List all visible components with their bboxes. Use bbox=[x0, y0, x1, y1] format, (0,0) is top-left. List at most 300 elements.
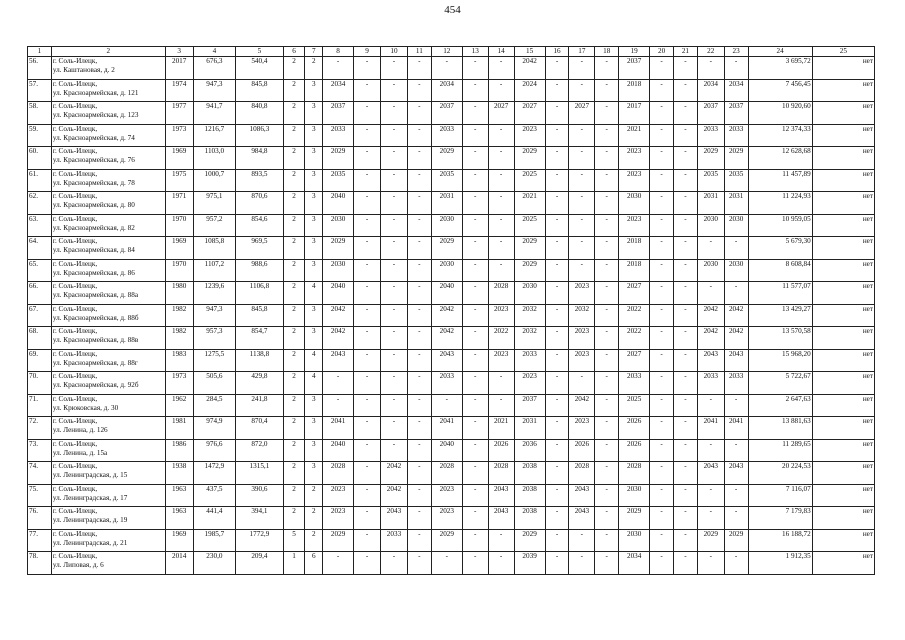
table-cell: 2029 bbox=[514, 259, 545, 282]
table-cell: 1969 bbox=[165, 529, 193, 552]
table-cell: 2026 bbox=[569, 439, 595, 462]
row-number-cell: 73. bbox=[28, 439, 52, 462]
table-cell: 10 959,05 bbox=[748, 214, 812, 237]
table-cell: - bbox=[462, 79, 488, 102]
table-cell: 1977 bbox=[165, 102, 193, 125]
table-cell: - bbox=[354, 259, 381, 282]
table-cell: - bbox=[381, 304, 408, 327]
table-cell: 1983 bbox=[165, 349, 193, 372]
table-cell: 947,3 bbox=[193, 79, 235, 102]
table-cell: 11 224,93 bbox=[748, 192, 812, 215]
table-cell: - bbox=[650, 349, 674, 372]
table-row bbox=[28, 214, 875, 237]
table-cell: - bbox=[545, 57, 569, 80]
table-cell: 840,8 bbox=[236, 102, 284, 125]
table-cell: 2 bbox=[283, 214, 305, 237]
table-cell: - bbox=[323, 57, 354, 80]
table-cell: 4 bbox=[305, 372, 323, 395]
table-cell: - bbox=[381, 349, 408, 372]
table-cell: 3 bbox=[305, 79, 323, 102]
row-number-cell: 74. bbox=[28, 462, 52, 485]
table-cell: 2027 bbox=[569, 102, 595, 125]
address-line: ул. Ленинградская, д. 15 bbox=[52, 471, 128, 480]
table-cell: 1970 bbox=[165, 259, 193, 282]
table-cell: - bbox=[545, 192, 569, 215]
table-cell: 2027 bbox=[619, 282, 650, 305]
address-line: ул. Красноармейская, д. 80 bbox=[52, 201, 135, 210]
table-cell: 7 456,45 bbox=[748, 79, 812, 102]
table-cell: 1973 bbox=[165, 124, 193, 147]
table-cell: 4 bbox=[305, 282, 323, 305]
table-cell: 7 116,07 bbox=[748, 484, 812, 507]
table-cell: 2023 bbox=[619, 169, 650, 192]
column-number: 4 bbox=[193, 47, 235, 57]
column-number: 18 bbox=[595, 47, 619, 57]
row-number-cell: 62. bbox=[28, 192, 52, 215]
table-cell: нет bbox=[812, 372, 874, 395]
table-cell: 2025 bbox=[619, 394, 650, 417]
table-cell: 2042 bbox=[323, 304, 354, 327]
column-number: 3 bbox=[165, 47, 193, 57]
table-cell: 1315,1 bbox=[236, 462, 284, 485]
table-cell: 1974 bbox=[165, 79, 193, 102]
table-cell: 2028 bbox=[488, 282, 514, 305]
table-cell: - bbox=[569, 259, 595, 282]
table-cell: 2 bbox=[283, 372, 305, 395]
table-cell: 2023 bbox=[569, 282, 595, 305]
address-cell bbox=[51, 57, 165, 80]
table-cell: - bbox=[650, 124, 674, 147]
table-cell: 1 bbox=[283, 552, 305, 575]
address-line: г. Соль-Илецк, bbox=[52, 282, 98, 291]
table-cell: 6 bbox=[305, 552, 323, 575]
table-cell: - bbox=[462, 124, 488, 147]
table-cell: нет bbox=[812, 192, 874, 215]
table-cell: 3 bbox=[305, 394, 323, 417]
table-cell: - bbox=[595, 192, 619, 215]
table-cell: 2023 bbox=[514, 124, 545, 147]
table-cell: 2034 bbox=[619, 552, 650, 575]
table-cell: 2014 bbox=[165, 552, 193, 575]
table-cell: 1980 bbox=[165, 282, 193, 305]
table-cell: 2033 bbox=[724, 372, 748, 395]
table-cell: 2030 bbox=[619, 484, 650, 507]
table-cell: 2029 bbox=[724, 147, 748, 170]
table-cell: 3 bbox=[305, 124, 323, 147]
table-cell: - bbox=[381, 417, 408, 440]
table-cell: 2 647,63 bbox=[748, 394, 812, 417]
table-cell: 11 289,65 bbox=[748, 439, 812, 462]
table-cell: 2042 bbox=[724, 304, 748, 327]
table-cell: - bbox=[381, 102, 408, 125]
row-number-cell: 64. bbox=[28, 237, 52, 260]
table-cell: 2033 bbox=[323, 124, 354, 147]
table-cell: нет bbox=[812, 507, 874, 530]
address-line: ул. Красноармейская, д. 84 bbox=[52, 246, 135, 255]
address-line: ул. Красноармейская, д. 78 bbox=[52, 178, 135, 187]
table-cell: 2041 bbox=[697, 417, 724, 440]
row-number-cell: 59. bbox=[28, 124, 52, 147]
table-cell: 2033 bbox=[431, 372, 462, 395]
table-cell: - bbox=[354, 282, 381, 305]
table-cell: - bbox=[462, 214, 488, 237]
table-cell: - bbox=[595, 237, 619, 260]
table-cell: 2026 bbox=[619, 439, 650, 462]
table-cell: 2025 bbox=[514, 169, 545, 192]
table-cell: 1985,7 bbox=[193, 529, 235, 552]
table-cell: 1969 bbox=[165, 237, 193, 260]
row-number-cell: 77. bbox=[28, 529, 52, 552]
table-cell: 984,8 bbox=[236, 147, 284, 170]
table-cell: 3 bbox=[305, 462, 323, 485]
table-cell: - bbox=[724, 57, 748, 80]
table-cell: 2037 bbox=[619, 57, 650, 80]
address-line: ул. Красноармейская, д. 74 bbox=[52, 133, 135, 142]
address-line: г. Соль-Илецк, bbox=[52, 79, 98, 88]
table-cell: 2 bbox=[283, 507, 305, 530]
table-cell: 3 bbox=[305, 102, 323, 125]
address-line: ул. Ленинградская, д. 19 bbox=[52, 516, 128, 525]
table-cell: 2 bbox=[283, 484, 305, 507]
address-line: г. Соль-Илецк, bbox=[52, 124, 98, 133]
table-cell: - bbox=[650, 304, 674, 327]
table-cell: - bbox=[407, 192, 431, 215]
table-cell: 976,6 bbox=[193, 439, 235, 462]
table-cell: 2029 bbox=[323, 529, 354, 552]
table-cell: 2032 bbox=[514, 304, 545, 327]
table-row bbox=[28, 237, 875, 260]
table-cell: - bbox=[381, 124, 408, 147]
table-cell: - bbox=[462, 147, 488, 170]
table-cell: - bbox=[650, 102, 674, 125]
table-cell: 2034 bbox=[724, 79, 748, 102]
column-number: 11 bbox=[407, 47, 431, 57]
table-cell: - bbox=[650, 439, 674, 462]
table-cell: 2 bbox=[283, 57, 305, 80]
table-cell: 2034 bbox=[697, 79, 724, 102]
table-cell: 11 577,07 bbox=[748, 282, 812, 305]
table-cell: 1086,3 bbox=[236, 124, 284, 147]
table-cell: - bbox=[545, 349, 569, 372]
table-cell: - bbox=[431, 552, 462, 575]
table-cell: 2 bbox=[305, 57, 323, 80]
table-cell: - bbox=[674, 147, 698, 170]
table-cell: - bbox=[407, 282, 431, 305]
table-cell: - bbox=[595, 124, 619, 147]
table-cell: - bbox=[381, 57, 408, 80]
address-cell bbox=[51, 439, 165, 462]
table-cell: 2 bbox=[283, 417, 305, 440]
table-cell: - bbox=[650, 529, 674, 552]
table-cell: - bbox=[650, 169, 674, 192]
table-cell: 441,4 bbox=[193, 507, 235, 530]
table-cell: 2022 bbox=[619, 304, 650, 327]
table-cell: 1772,9 bbox=[236, 529, 284, 552]
table-cell: - bbox=[407, 304, 431, 327]
table-cell: 2023 bbox=[431, 507, 462, 530]
table-cell: - bbox=[650, 327, 674, 350]
table-cell: 2042 bbox=[569, 394, 595, 417]
table-row bbox=[28, 394, 875, 417]
address-cell bbox=[51, 349, 165, 372]
table-cell: - bbox=[381, 169, 408, 192]
column-number-row bbox=[28, 47, 875, 57]
table-cell: - bbox=[674, 439, 698, 462]
column-number: 15 bbox=[514, 47, 545, 57]
table-cell: - bbox=[431, 57, 462, 80]
table-cell: 2023 bbox=[431, 484, 462, 507]
table-cell: 2030 bbox=[431, 259, 462, 282]
table-cell: - bbox=[407, 507, 431, 530]
table-cell: 3 bbox=[305, 439, 323, 462]
table-row bbox=[28, 147, 875, 170]
table-cell: 2023 bbox=[323, 507, 354, 530]
table-cell: - bbox=[407, 484, 431, 507]
table-cell: - bbox=[354, 327, 381, 350]
table-cell: 3 bbox=[305, 147, 323, 170]
table-cell: 2037 bbox=[724, 102, 748, 125]
table-cell: 2029 bbox=[431, 147, 462, 170]
address-cell bbox=[51, 529, 165, 552]
table-cell: - bbox=[488, 124, 514, 147]
table-cell: - bbox=[381, 439, 408, 462]
column-number: 6 bbox=[283, 47, 305, 57]
table-cell: - bbox=[724, 507, 748, 530]
address-line: ул. Красноармейская, д. 88г bbox=[52, 358, 138, 367]
table-cell: - bbox=[697, 57, 724, 80]
table-row bbox=[28, 372, 875, 395]
table-cell: - bbox=[569, 79, 595, 102]
column-number: 7 bbox=[305, 47, 323, 57]
table-cell: - bbox=[431, 394, 462, 417]
table-cell: 2029 bbox=[514, 147, 545, 170]
table-cell: - bbox=[354, 372, 381, 395]
table-row bbox=[28, 102, 875, 125]
table-row bbox=[28, 304, 875, 327]
table-cell: нет bbox=[812, 394, 874, 417]
table-cell: - bbox=[724, 394, 748, 417]
table-cell: - bbox=[650, 147, 674, 170]
table-cell: 2021 bbox=[514, 192, 545, 215]
table-cell: 2024 bbox=[514, 79, 545, 102]
table-row bbox=[28, 417, 875, 440]
table-cell: - bbox=[407, 102, 431, 125]
table-cell: 2030 bbox=[431, 214, 462, 237]
table-cell: 2042 bbox=[431, 304, 462, 327]
table-cell: 854,6 bbox=[236, 214, 284, 237]
table-cell: - bbox=[545, 259, 569, 282]
table-cell: 2 bbox=[283, 192, 305, 215]
table-cell: - bbox=[488, 169, 514, 192]
table-cell: 2028 bbox=[323, 462, 354, 485]
table-cell: 2021 bbox=[619, 124, 650, 147]
address-cell bbox=[51, 462, 165, 485]
table-cell: 1970 bbox=[165, 214, 193, 237]
address-line: г. Соль-Илецк, bbox=[52, 462, 98, 471]
table-cell: 2033 bbox=[697, 372, 724, 395]
table-cell: 230,0 bbox=[193, 552, 235, 575]
table-cell: - bbox=[407, 529, 431, 552]
column-number: 12 bbox=[431, 47, 462, 57]
table-cell: 2043 bbox=[697, 462, 724, 485]
table-cell: 2018 bbox=[619, 259, 650, 282]
table-cell: - bbox=[462, 417, 488, 440]
table-cell: - bbox=[650, 282, 674, 305]
table-cell: 3 bbox=[305, 192, 323, 215]
address-line: г. Соль-Илецк, bbox=[52, 484, 98, 493]
table-cell: 1971 bbox=[165, 192, 193, 215]
table-cell: 941,7 bbox=[193, 102, 235, 125]
registry-table bbox=[27, 46, 875, 575]
table-cell: - bbox=[674, 372, 698, 395]
table-cell: 2040 bbox=[431, 439, 462, 462]
table-cell: 2023 bbox=[569, 327, 595, 350]
table-cell: 2042 bbox=[697, 304, 724, 327]
table-cell: 872,0 bbox=[236, 439, 284, 462]
table-cell: 2038 bbox=[514, 507, 545, 530]
table-cell: 2032 bbox=[514, 327, 545, 350]
table-cell: 2043 bbox=[488, 507, 514, 530]
table-row bbox=[28, 192, 875, 215]
table-cell: 15 968,20 bbox=[748, 349, 812, 372]
table-cell: - bbox=[407, 394, 431, 417]
table-cell: - bbox=[674, 552, 698, 575]
table-cell: 3 bbox=[305, 169, 323, 192]
table-cell: - bbox=[545, 282, 569, 305]
table-cell: 676,3 bbox=[193, 57, 235, 80]
table-row bbox=[28, 529, 875, 552]
table-cell: - bbox=[354, 214, 381, 237]
table-cell: 2036 bbox=[514, 439, 545, 462]
table-cell: - bbox=[354, 529, 381, 552]
table-cell: 2035 bbox=[323, 169, 354, 192]
table-cell: - bbox=[569, 124, 595, 147]
table-cell: 2017 bbox=[165, 57, 193, 80]
table-cell: - bbox=[354, 439, 381, 462]
table-cell: - bbox=[545, 102, 569, 125]
table-cell: 1000,7 bbox=[193, 169, 235, 192]
table-cell: 2037 bbox=[697, 102, 724, 125]
table-cell: 2 bbox=[283, 439, 305, 462]
table-cell: 2022 bbox=[488, 327, 514, 350]
table-cell: - bbox=[407, 439, 431, 462]
address-line: г. Соль-Илецк, bbox=[52, 304, 98, 313]
table-cell: - bbox=[569, 529, 595, 552]
table-cell: - bbox=[462, 439, 488, 462]
table-cell: 2031 bbox=[431, 192, 462, 215]
table-cell: 2030 bbox=[724, 259, 748, 282]
address-line: г. Соль-Илецк, bbox=[52, 349, 98, 358]
table-cell: 2 bbox=[283, 259, 305, 282]
table-row bbox=[28, 79, 875, 102]
table-cell: - bbox=[569, 552, 595, 575]
table-cell: 2028 bbox=[569, 462, 595, 485]
table-cell: 2026 bbox=[488, 439, 514, 462]
table-cell: - bbox=[488, 372, 514, 395]
table-cell: - bbox=[595, 529, 619, 552]
table-cell: 2 bbox=[283, 327, 305, 350]
table-cell: 2 bbox=[305, 484, 323, 507]
table-cell: - bbox=[354, 102, 381, 125]
address-line: ул. Красноармейская, д. 121 bbox=[52, 88, 139, 97]
address-cell bbox=[51, 304, 165, 327]
page-number: 454 bbox=[444, 4, 461, 16]
table-cell: - bbox=[407, 349, 431, 372]
table-cell: - bbox=[674, 79, 698, 102]
row-number-cell: 72. bbox=[28, 417, 52, 440]
table-cell: - bbox=[595, 214, 619, 237]
table-cell: 437,5 bbox=[193, 484, 235, 507]
address-cell bbox=[51, 372, 165, 395]
table-cell: 2031 bbox=[724, 192, 748, 215]
address-cell bbox=[51, 507, 165, 530]
column-number: 19 bbox=[619, 47, 650, 57]
table-cell: - bbox=[569, 237, 595, 260]
table-cell: 2033 bbox=[697, 124, 724, 147]
table-cell: - bbox=[407, 327, 431, 350]
table-cell: 2023 bbox=[514, 372, 545, 395]
table-cell: 845,8 bbox=[236, 79, 284, 102]
table-cell: - bbox=[354, 304, 381, 327]
table-cell: - bbox=[650, 259, 674, 282]
table-cell: - bbox=[462, 259, 488, 282]
table-cell: 2043 bbox=[488, 484, 514, 507]
table-cell: - bbox=[354, 462, 381, 485]
table-cell: 2038 bbox=[514, 484, 545, 507]
table-cell: 2030 bbox=[697, 214, 724, 237]
table-cell: - bbox=[407, 552, 431, 575]
table-cell: 505,6 bbox=[193, 372, 235, 395]
address-cell bbox=[51, 417, 165, 440]
table-cell: 1103,0 bbox=[193, 147, 235, 170]
table-cell: 2033 bbox=[514, 349, 545, 372]
table-cell: - bbox=[462, 529, 488, 552]
table-cell: - bbox=[595, 507, 619, 530]
table-cell: 2042 bbox=[381, 484, 408, 507]
table-cell: 2035 bbox=[697, 169, 724, 192]
table-cell: - bbox=[545, 529, 569, 552]
table-cell: 2043 bbox=[569, 507, 595, 530]
table-row bbox=[28, 282, 875, 305]
table-cell: 988,6 bbox=[236, 259, 284, 282]
table-cell: - bbox=[407, 147, 431, 170]
address-line: ул. Красноармейская, д. 76 bbox=[52, 156, 135, 165]
table-cell: - bbox=[354, 79, 381, 102]
column-number: 8 bbox=[323, 47, 354, 57]
table-cell: 2041 bbox=[323, 417, 354, 440]
table-cell: 20 224,53 bbox=[748, 462, 812, 485]
table-cell: 8 608,84 bbox=[748, 259, 812, 282]
table-cell: 2042 bbox=[323, 327, 354, 350]
table-cell: - bbox=[407, 79, 431, 102]
table-cell: 394,1 bbox=[236, 507, 284, 530]
table-cell: 2029 bbox=[514, 237, 545, 260]
table-cell: 2028 bbox=[431, 462, 462, 485]
table-cell: - bbox=[407, 372, 431, 395]
address-line: ул. Крюковская, д. 30 bbox=[52, 403, 119, 412]
table-cell: - bbox=[595, 439, 619, 462]
address-line: ул. Каштановая, д. 2 bbox=[52, 66, 115, 75]
table-cell: 2042 bbox=[724, 327, 748, 350]
table-cell: - bbox=[381, 192, 408, 215]
table-cell: 969,5 bbox=[236, 237, 284, 260]
address-line: г. Соль-Илецк, bbox=[52, 372, 98, 381]
table-cell: - bbox=[407, 124, 431, 147]
table-cell: 5 722,67 bbox=[748, 372, 812, 395]
table-cell: - bbox=[650, 394, 674, 417]
table-cell: 947,3 bbox=[193, 304, 235, 327]
table-cell: 2040 bbox=[323, 192, 354, 215]
